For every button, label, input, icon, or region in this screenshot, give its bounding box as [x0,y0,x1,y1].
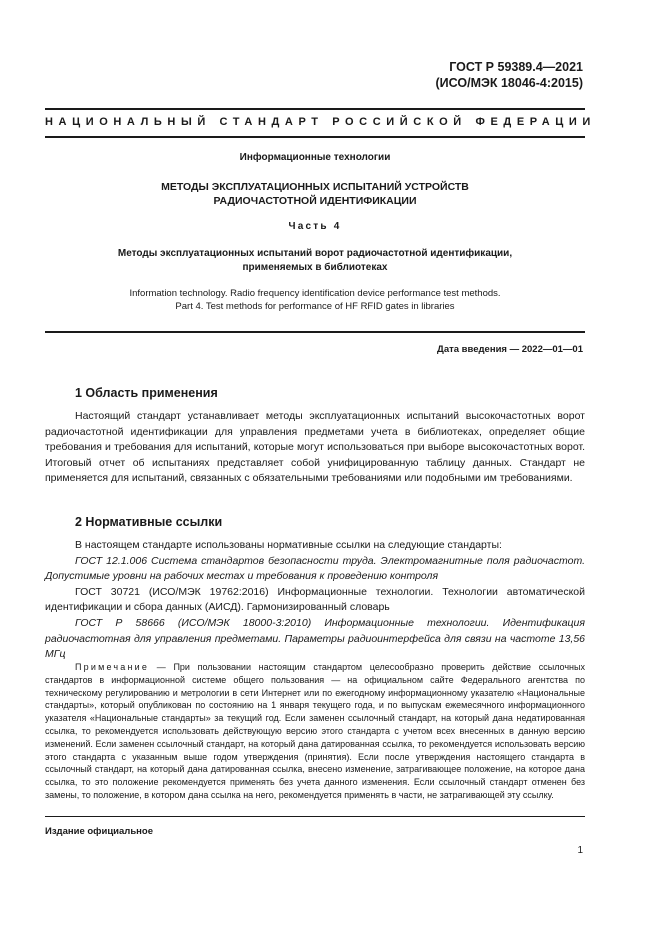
normative-references-note [45,661,585,802]
header-bottom-rule [45,331,585,333]
reference-gost-12-1-006: ГОСТ 12.1.006 Система стандартов безопасности труда. Электромагнитные поля радиочастот. Допустимые уровни на рабочих местах и требования к проведению контроля [45,554,585,583]
section-2-intro: В настоящем стандарте использованы нормативные ссылки на следующие стандарты: [75,539,502,551]
subtitle [45,247,585,275]
page-number: 1 [577,845,583,856]
gost-number: ГОСТ Р 59389.4—2021 [449,60,583,74]
national-standard-title: НАЦИОНАЛЬНЫЙ СТАНДАРТ РОССИЙСКОЙ ФЕДЕРАЦИИ [45,116,596,128]
document-identifier [436,59,583,91]
footer-rule [45,816,585,817]
english-title-line1: Information technology. Radio frequency identification device performance test methods. [129,288,501,299]
section-1-heading: 1 Область применения [75,386,218,400]
title-underline [45,136,585,138]
note-text: — При пользовании настоящим стандартом целесообразно проверить действие ссылочных стандартов в информационной системе общего пользования — на официальном сайте Федерального агентства по техническому регулированию и метрологии в сети Интернет или по ежегодному информационному указателю «Национальные стандарты», который опубликован по состоянию на 1 января текущего года, и по выпускам ежемесячного информационного указателя «Национальные стандарты» за текущий год. Если заменен ссылочный стандарт, на который дана недатированная ссылка, то рекомендуется использовать действующую версию этого стандарта с учетом всех внесенных в данную версию изменений. Если заменен ссылочный стандарт, на который дана датированная ссылка, то рекомендуется использовать версию этого стандарта с указанным выше годом утверждения (принятия). Если после утверждения настоящего стандарта в ссылочный стандарт, на который дана датированная ссылка, внесено изменение, затрагивающее положение, на которое дана ссылка, то это положение рекомендуется применять без учета данного изменения. Если ссылочный стандарт отменен без замены, то положение, в котором дана ссылка на него, рекомендуется применять в части, не затрагивающей эту ссылку. [45,662,585,800]
iso-number: (ИСО/МЭК 18046-4:2015) [435,76,583,90]
field-heading: Информационные технологии [239,152,391,163]
subtitle-line1: Методы эксплуатационных испытаний ворот радиочастотной идентификации, [117,248,513,259]
section-2-heading: 2 Нормативные ссылки [75,515,223,529]
main-title [45,180,585,208]
english-title [45,287,585,313]
section-1-text: Настоящий стандарт устанавливает методы эксплуатационных испытаний высокочастотных ворот радиочастотной идентификации для управления предметами учета в библиотеках, определяет общие требования и требования для испытаний, которые могут использоваться при выборе высокочастотных ворот. Итоговый отчет об испытаниях представляет собой унифицированную таблицу данных. Стандарт не применяется для испытаний, связанных с обязательными требованиями или подобными им требованиями. [45,410,585,485]
part-label: Часть 4 [288,221,342,232]
reference-gost-30721: ГОСТ 30721 (ИСО/МЭК 19762:2016) Информационные технологии. Технологии автоматической идентификации и сбора данных (АИСД). Гармонизированный словарь [45,585,585,614]
main-title-line2: РАДИОЧАСТОТНОЙ ИДЕНТИФИКАЦИИ [213,195,417,207]
english-title-line2: Part 4. Test methods for performance of HF RFID gates in libraries [175,301,455,312]
introduction-date: Дата введения — 2022—01—01 [437,344,583,355]
reference-gost-r-58666: ГОСТ Р 58666 (ИСО/МЭК 18000-3:2010) Информационные технологии. Идентификация радиочастотная для управления предметами. Параметры радиоинтерфейса для связи на частоте 13,56 МГц [45,617,585,661]
top-rule [45,108,585,110]
note-label: Примечание [75,662,150,672]
main-title-line1: МЕТОДЫ ЭКСПЛУАТАЦИОННЫХ ИСПЫТАНИЙ УСТРОЙСТВ [161,181,469,193]
official-edition-label: Издание официальное [45,826,153,837]
subtitle-line2: применяемых в библиотеках [242,262,388,273]
